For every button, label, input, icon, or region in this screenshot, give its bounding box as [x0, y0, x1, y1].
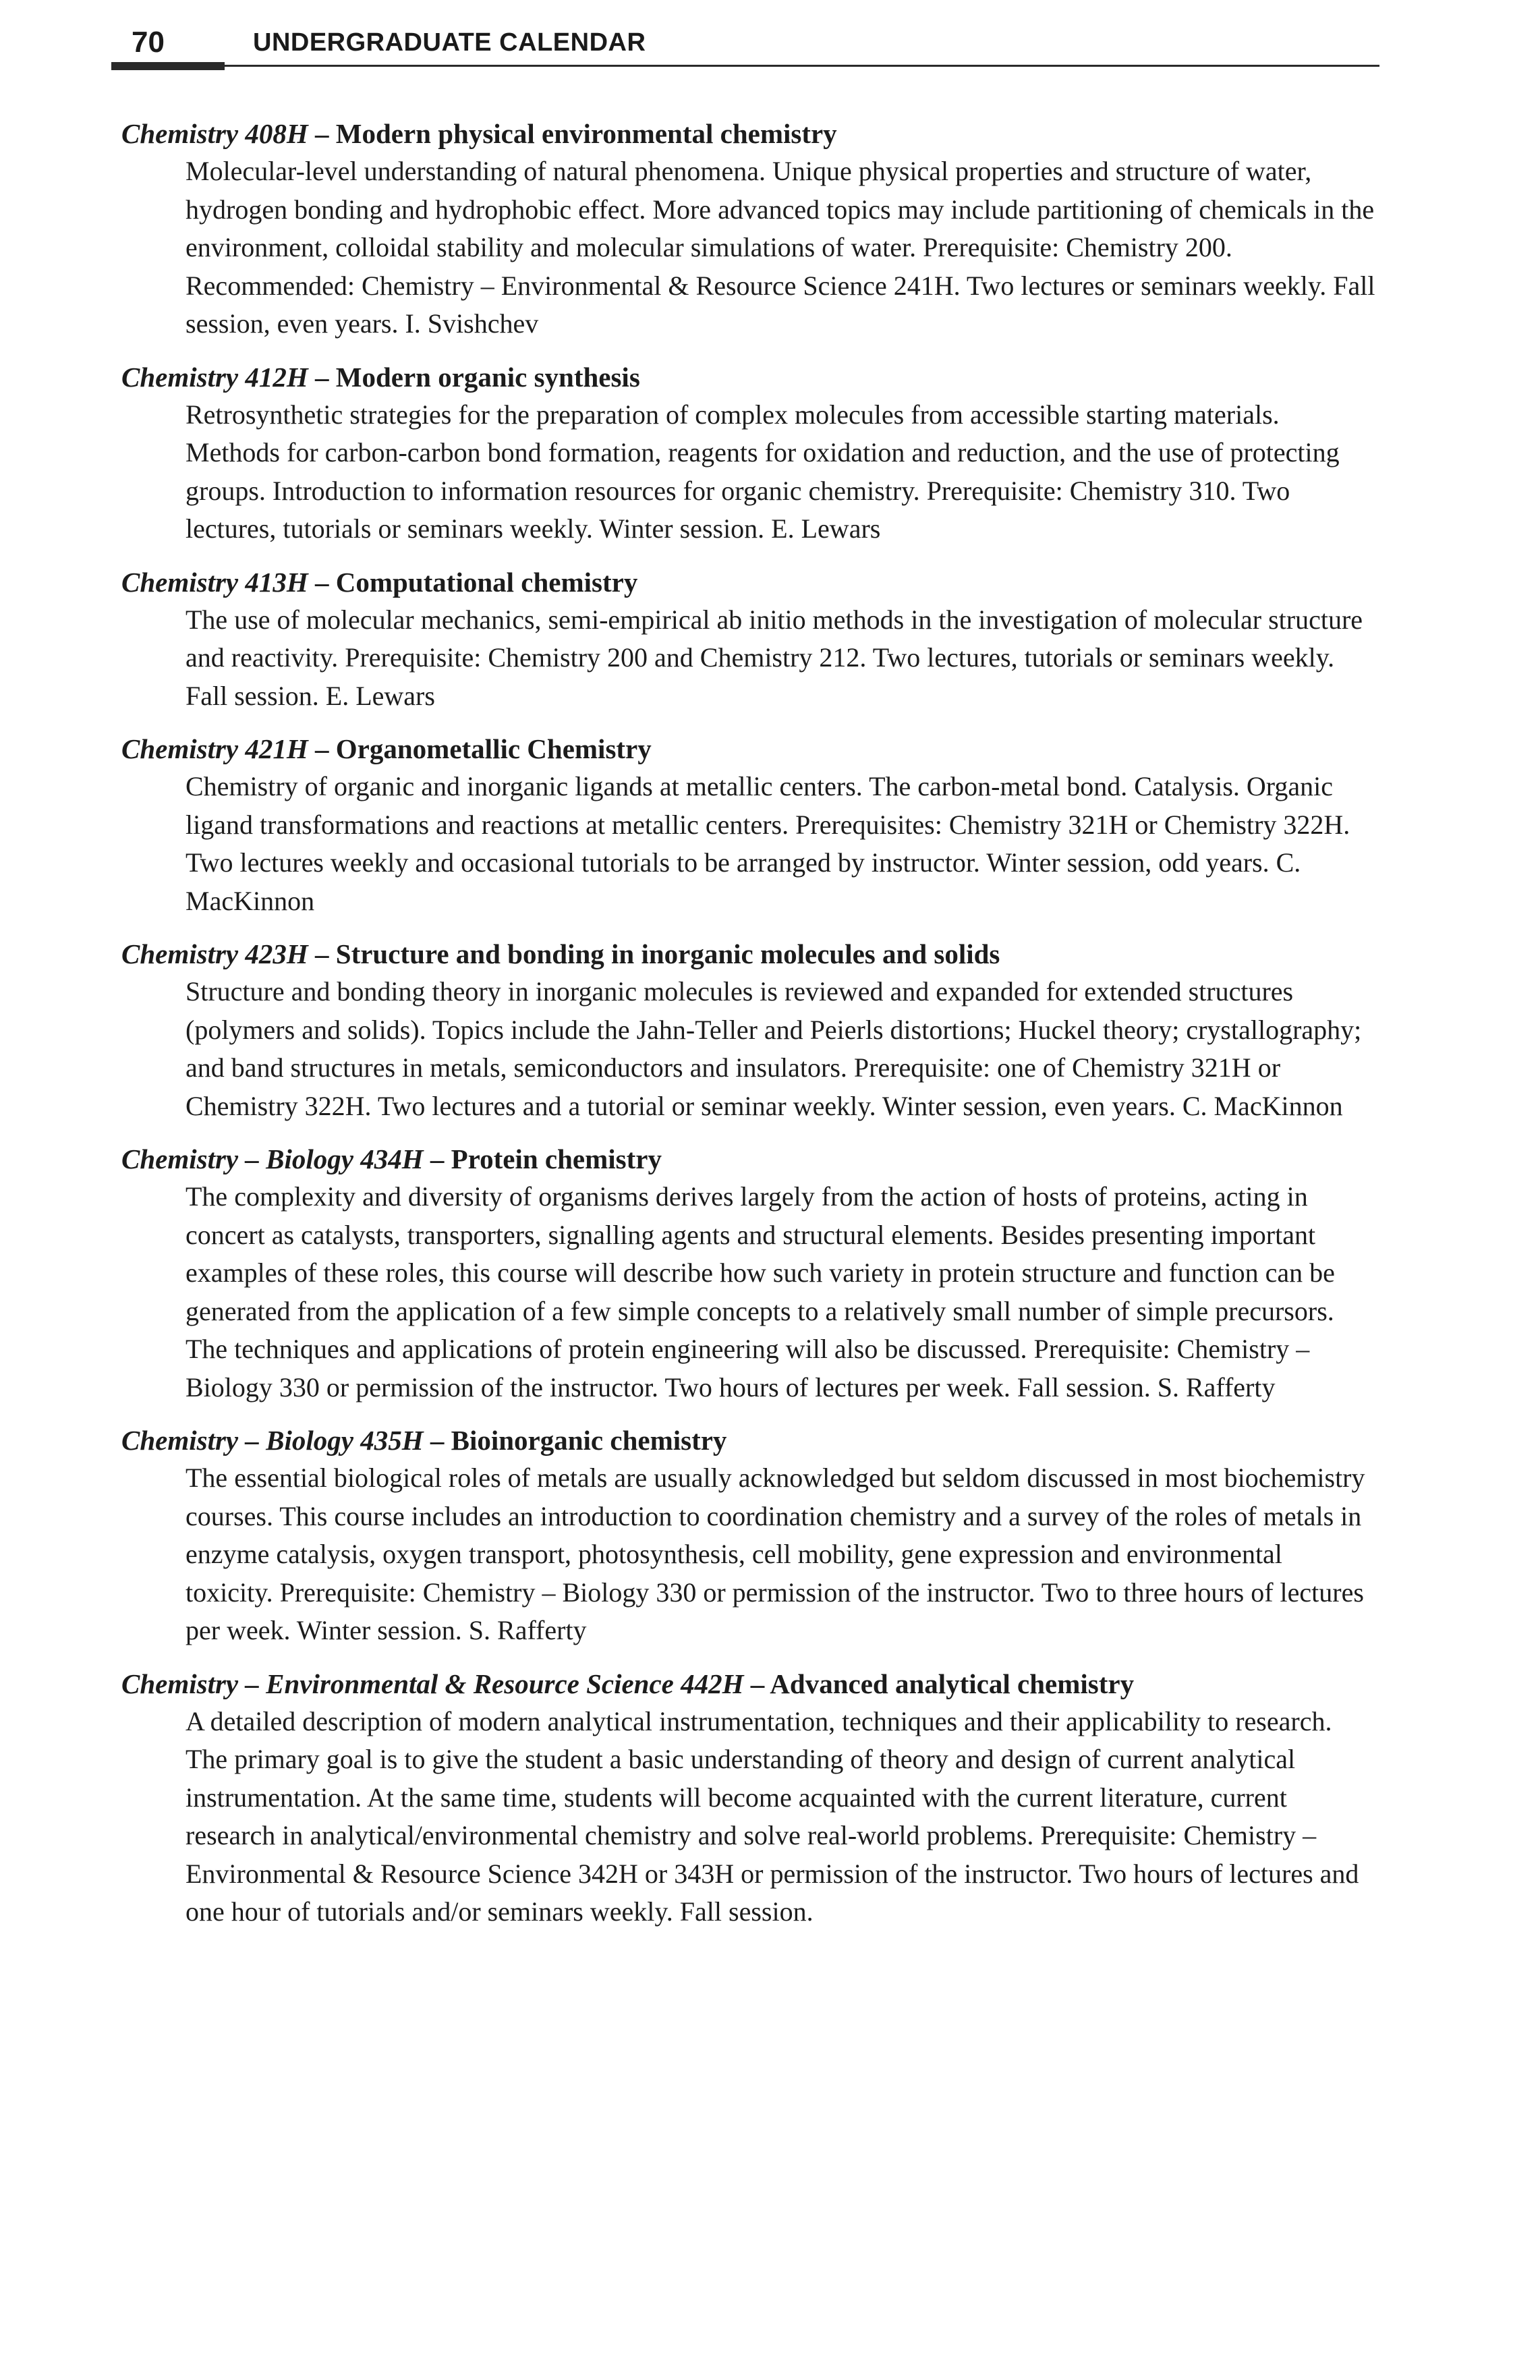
course-code: Chemistry 421H [121, 733, 308, 764]
course-code: Chemistry 423H [121, 938, 308, 969]
course-code: Chemistry 412H [121, 361, 308, 393]
course-entry [121, 730, 1376, 920]
course-description: The essential biological roles of metals are usually acknowledged but seldom discussed in most biochemistry courses. This course includes an introduction to coordination chemistry and a survey of the roles of metals in enzyme catalysis, oxygen transport, photosynthesis, cell mobility, gene expression and environmental toxicity. Prerequisite: Chemistry – Biology 330 or permission of the instructor. Two to three hours of lectures per week. Winter session. S. Rafferty [186, 1463, 1365, 1645]
course-entry [121, 358, 1376, 548]
course-entry [121, 1140, 1376, 1407]
course-entry [121, 935, 1376, 1125]
course-heading: Chemistry – Biology 435H – Bioinorganic chemistry [121, 1425, 727, 1456]
course-title: Organometallic Chemistry [335, 733, 652, 764]
course-heading: Chemistry – Biology 434H – Protein chemistry [121, 1143, 662, 1174]
course-description: Retrosynthetic strategies for the preparation of complex molecules from accessible starting materials. Methods for carbon-carbon bond formation, reagents for oxidation and reduction, and the use of protecting groups. Introduction to information resources for organic chemistry. Prerequisite: Chemistry 310. Two lectures, tutorials or seminars weekly. Winter session. E. Lewars [186, 399, 1340, 544]
course-title: Advanced analytical chemistry [770, 1668, 1135, 1699]
course-heading: Chemistry – Environmental & Resource Science 442H – Advanced analytical chemistry [121, 1668, 1135, 1699]
course-title: Structure and bonding in inorganic molecules and solids [335, 938, 1000, 969]
course-title: Modern organic synthesis [335, 361, 640, 393]
course-title: Bioinorganic chemistry [451, 1425, 727, 1456]
course-code: Chemistry 408H [121, 118, 308, 149]
course-entry [121, 1665, 1376, 1931]
course-title: Computational chemistry [335, 566, 638, 598]
course-description: Chemistry of organic and inorganic ligands at metallic centers. The carbon-metal bond. Catalysis. Organic ligand transformations and reactions at metallic centers. Prerequisites: Chemistry 321H or Chemistry 322H. Two lectures weekly and occasional tutorials to be arranged by instructor. Winter session, odd years. C. MacKinnon [186, 771, 1350, 916]
course-description: Structure and bonding theory in inorganic molecules is reviewed and expanded for extended structures (polymers and solids). Topics include the Jahn-Teller and Peierls distortions; Huckel theory; crystallography; and band structures in metals, semiconductors and insulators. Prerequisite: one of Chemistry 321H or Chemistry 322H. Two lectures and a tutorial or seminar weekly. Winter session, even years. C. MacKinnon [186, 976, 1362, 1121]
course-code: Chemistry – Environmental & Resource Science 442H [121, 1668, 744, 1699]
course-heading: Chemistry 423H – Structure and bonding in inorganic molecules and solids [121, 938, 1000, 969]
course-heading: Chemistry 421H – Organometallic Chemistry [121, 733, 652, 764]
course-heading: Chemistry 408H – Modern physical environmental chemistry [121, 118, 837, 149]
page-number: 70 [132, 26, 165, 59]
course-description: A detailed description of modern analytical instrumentation, techniques and their applicability to research. The primary goal is to give the student a basic understanding of theory and design of current analytical instrumentation. At the same time, students will become acquainted with the current literature, current research in analytical/environmental chemistry and solve real-world problems. Prerequisite: Chemistry – Environmental & Resource Science 342H or 343H or permission of the instructor. Two hours of lectures and one hour of tutorials and/or seminars weekly. Fall session. [186, 1705, 1359, 1927]
page-header [111, 20, 1379, 74]
header-rule [111, 65, 1379, 67]
running-title: UNDERGRADUATE CALENDAR [253, 28, 646, 57]
course-description: Molecular-level understanding of natural phenomena. Unique physical properties and structure of water, hydrogen bonding and hydrophobic effect. More advanced topics may include partitioning of chemicals in the environment, colloidal stability and molecular simulations of water. Prerequisite: Chemistry 200. Recommended: Chemistry – Environmental & Resource Science 241H. Two lectures or seminars weekly. Fall session, even years. I. Svishchev [186, 156, 1375, 339]
course-code: Chemistry – Biology 434H [121, 1143, 424, 1174]
course-entry [121, 1421, 1376, 1650]
course-heading: Chemistry 412H – Modern organic synthesis [121, 361, 640, 393]
course-description: The complexity and diversity of organisms derives largely from the action of hosts of proteins, acting in concert as catalysts, transporters, signalling agents and structural elements. Besides presenting important examples of these roles, this course will describe how such variety in protein structure and function can be generated from the application of a few simple concepts to a relatively small number of simple precursors. The techniques and applications of protein engineering will also be discussed. Prerequisite: Chemistry – Biology 330 or permission of the instructor. Two hours of lectures per week. Fall session. S. Rafferty [186, 1181, 1335, 1402]
course-entry [121, 115, 1376, 343]
course-title: Modern physical environmental chemistry [335, 118, 837, 149]
course-heading: Chemistry 413H – Computational chemistry [121, 566, 638, 598]
course-entry [121, 563, 1376, 716]
course-title: Protein chemistry [451, 1143, 662, 1174]
course-list [121, 115, 1376, 1946]
course-code: Chemistry 413H [121, 566, 308, 598]
course-description: The use of molecular mechanics, semi-empirical ab initio methods in the investigation of molecular structure and reactivity. Prerequisite: Chemistry 200 and Chemistry 212. Two lectures, tutorials or seminars weekly. Fall session. E. Lewars [186, 604, 1363, 711]
header-rule-block [111, 62, 225, 70]
course-code: Chemistry – Biology 435H [121, 1425, 424, 1456]
